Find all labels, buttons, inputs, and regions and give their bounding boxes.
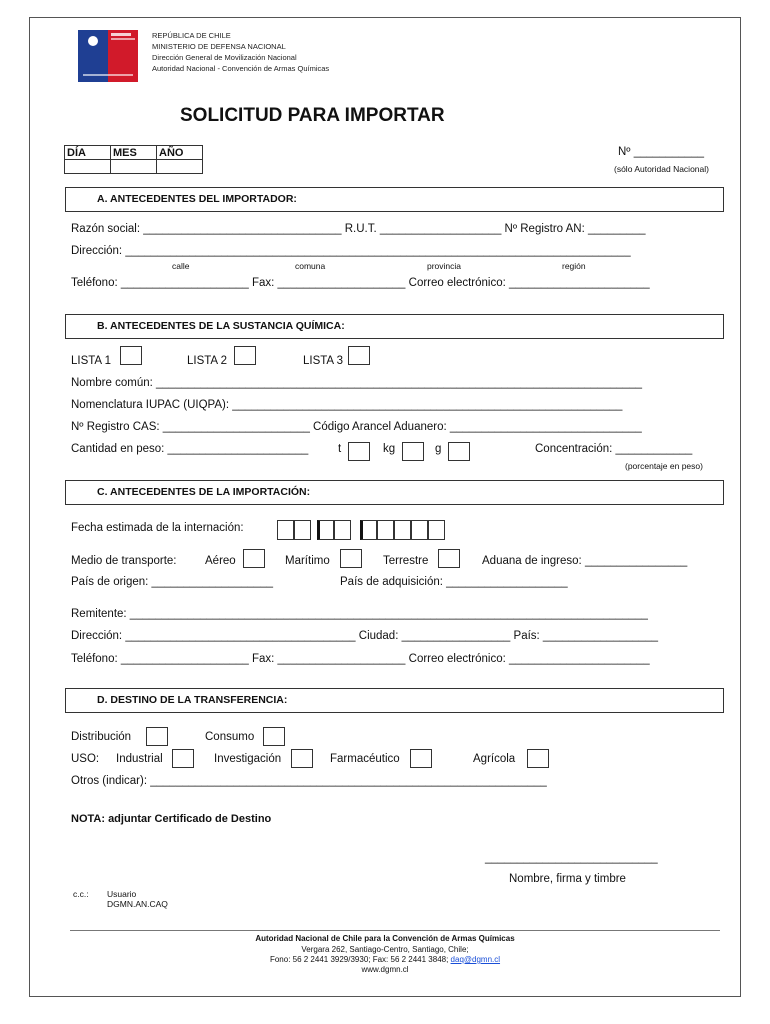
- nombre-comun-field[interactable]: Nombre común: ____________________________________________________________________________: [71, 377, 643, 389]
- remitente-field[interactable]: Remitente: _________________________________________________________________________________: [71, 608, 648, 620]
- unit-t-label: t: [338, 443, 342, 455]
- consumo-checkbox[interactable]: [263, 727, 285, 746]
- unit-g-checkbox[interactable]: [448, 442, 470, 461]
- industrial-label: Industrial: [116, 753, 163, 765]
- medio-transporte-label: Medio de transporte:: [71, 555, 177, 567]
- investigacion-checkbox[interactable]: [291, 749, 313, 768]
- lista-2-label: LISTA 2: [187, 355, 228, 367]
- remitente-telefono-field[interactable]: Teléfono: ____________________ Fax: ____________________ Correo electrónico: ______________________: [71, 653, 650, 665]
- uso-label: USO:: [71, 753, 100, 765]
- date-cell[interactable]: [411, 520, 428, 540]
- form-page: [29, 17, 741, 997]
- section-c-header: [65, 480, 724, 505]
- cc-usuario: Usuario: [107, 889, 137, 899]
- sub-comuna: comuna: [295, 261, 326, 271]
- date-cell[interactable]: [394, 520, 411, 540]
- date-cell[interactable]: [277, 520, 294, 540]
- footer-divider: [70, 930, 720, 931]
- cas-arancel-field[interactable]: Nº Registro CAS: _______________________ Código Arancel Aduanero: ______________________________: [71, 421, 642, 433]
- importador-telefono-fax-correo[interactable]: Teléfono: ____________________ Fax: ____________________ Correo electrónico: ______________________: [71, 277, 650, 289]
- date-grid: [64, 145, 203, 174]
- agricola-checkbox[interactable]: [527, 749, 549, 768]
- maritimo-checkbox[interactable]: [340, 549, 362, 568]
- distribucion-label: Distribución: [71, 731, 132, 743]
- footer-line-2: Vergara 262, Santiago-Centro, Santiago, Chile;: [301, 945, 469, 954]
- date-dia-field[interactable]: [65, 160, 111, 174]
- date-cell[interactable]: [334, 520, 351, 540]
- unit-kg-checkbox[interactable]: [402, 442, 424, 461]
- dgmn-logo: [78, 30, 138, 82]
- firma-line[interactable]: ___________________________: [485, 852, 658, 864]
- cc-dgmn: DGMN.AN.CAQ: [107, 899, 168, 909]
- date-cell[interactable]: [317, 520, 334, 540]
- sub-region: región: [562, 261, 586, 271]
- nota-text: NOTA: adjuntar Certificado de Destino: [71, 813, 272, 825]
- footer-email-link[interactable]: daq@dgmn.cl: [450, 955, 501, 964]
- header-line-3: Dirección General de Movilización Nacional: [152, 53, 297, 62]
- lista-2-checkbox[interactable]: [234, 346, 256, 365]
- lista-1-label: LISTA 1: [71, 355, 112, 367]
- section-d-header: [65, 688, 724, 713]
- date-mes-field[interactable]: [111, 160, 157, 174]
- remitente-direccion-field[interactable]: Dirección: ____________________________________ Ciudad: _________________ País: __________________: [71, 630, 659, 642]
- porcentaje-note: (porcentaje en peso): [625, 461, 703, 471]
- agricola-label: Agrícola: [473, 753, 516, 765]
- lista-3-label: LISTA 3: [303, 355, 344, 367]
- otros-field[interactable]: Otros (indicar): ______________________________________________________________: [71, 775, 547, 787]
- unit-t-checkbox[interactable]: [348, 442, 370, 461]
- terrestre-checkbox[interactable]: [438, 549, 460, 568]
- cantidad-peso-field[interactable]: Cantidad en peso: ______________________: [71, 443, 309, 455]
- header-line-4: Autoridad Nacional - Convención de Armas Químicas: [152, 64, 330, 73]
- investigacion-label: Investigación: [214, 753, 282, 765]
- section-d-title: D. DESTINO DE LA TRANSFERENCIA:: [97, 694, 288, 706]
- pais-adquisicion-field[interactable]: País de adquisición: ___________________: [340, 576, 568, 588]
- terrestre-label: Terrestre: [383, 555, 429, 567]
- firma-label: Nombre, firma y timbre: [509, 873, 626, 885]
- footer-line-3: [30, 955, 740, 964]
- aduana-ingreso-field[interactable]: Aduana de ingreso: ________________: [482, 555, 688, 567]
- section-b-header: [65, 314, 724, 339]
- consumo-label: Consumo: [205, 731, 255, 743]
- date-cell[interactable]: [377, 520, 394, 540]
- header-line-2: MINISTERIO DE DEFENSA NACIONAL: [152, 42, 286, 51]
- page-title: SOLICITUD PARA IMPORTAR: [180, 105, 445, 126]
- footer-web: www.dgmn.cl: [361, 965, 409, 974]
- numero-field[interactable]: Nº ___________: [618, 146, 705, 158]
- date-mes-label: MES: [111, 146, 157, 160]
- unit-g-label: g: [435, 443, 442, 455]
- sub-provincia: provincia: [427, 261, 462, 271]
- importador-razon-rut-registro[interactable]: Razón social: _______________________________ R.U.T. ___________________ Nº Registro AN: _________: [71, 223, 646, 235]
- date-cell[interactable]: [428, 520, 445, 540]
- date-ano-field[interactable]: [157, 160, 203, 174]
- aereo-label: Aéreo: [205, 555, 236, 567]
- numero-note: (sólo Autoridad Nacional): [614, 164, 709, 174]
- farmaceutico-label: Farmacéutico: [330, 753, 400, 765]
- fecha-internacion-label: Fecha estimada de la internación:: [71, 522, 244, 534]
- iupac-field[interactable]: Nomenclatura IUPAC (UIQPA): _____________________________________________________________: [71, 399, 623, 411]
- farmaceutico-checkbox[interactable]: [410, 749, 432, 768]
- section-b-title: B. ANTECEDENTES DE LA SUSTANCIA QUÍMICA:: [97, 320, 345, 332]
- date-cell[interactable]: [360, 520, 377, 540]
- pais-origen-field[interactable]: País de origen: ___________________: [71, 576, 274, 588]
- industrial-checkbox[interactable]: [172, 749, 194, 768]
- date-dia-label: DÍA: [65, 146, 111, 160]
- maritimo-label: Marítimo: [285, 555, 330, 567]
- date-cell[interactable]: [294, 520, 311, 540]
- unit-kg-label: kg: [383, 443, 396, 455]
- section-c-title: C. ANTECEDENTES DE LA IMPORTACIÓN:: [97, 486, 311, 498]
- footer-contact: Fono: 56 2 2441 3929/3930; Fax: 56 2 2441 3848;: [269, 955, 451, 964]
- sub-calle: calle: [172, 261, 190, 271]
- footer-line-1: Autoridad Nacional de Chile para la Convención de Armas Químicas: [255, 934, 515, 943]
- section-a-header: [65, 187, 724, 212]
- date-ano-label: AÑO: [157, 146, 203, 160]
- concentracion-field[interactable]: Concentración: ____________: [535, 443, 693, 455]
- lista-3-checkbox[interactable]: [348, 346, 370, 365]
- aereo-checkbox[interactable]: [243, 549, 265, 568]
- distribucion-checkbox[interactable]: [146, 727, 168, 746]
- section-a-title: A. ANTECEDENTES DEL IMPORTADOR:: [97, 193, 297, 205]
- header-line-1: REPÚBLICA DE CHILE: [152, 31, 231, 40]
- importador-direccion[interactable]: Dirección: _______________________________________________________________________________: [71, 245, 631, 257]
- cc-label: c.c.:: [73, 889, 89, 899]
- lista-1-checkbox[interactable]: [120, 346, 142, 365]
